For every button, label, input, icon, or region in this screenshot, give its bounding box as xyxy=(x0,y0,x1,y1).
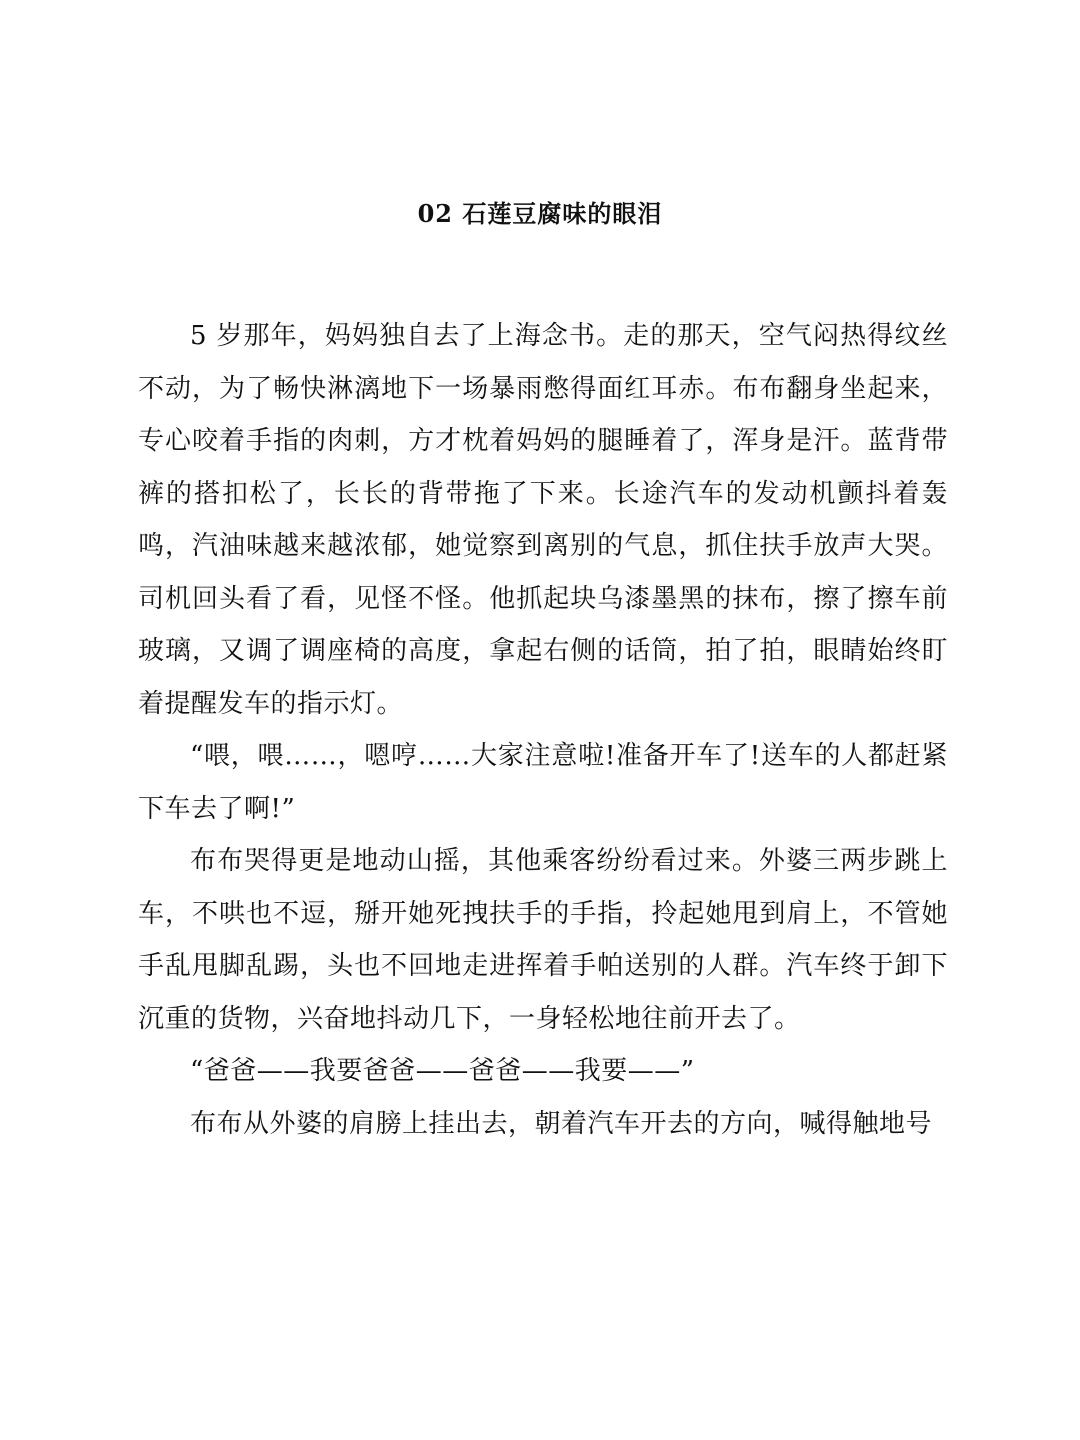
paragraph: 5 岁那年，妈妈独自去了上海念书。走的那天，空气闷热得纹丝不动，为了畅快淋漓地下一场暴雨憋得面红耳赤。布布翻身坐起来，专心咬着手指的肉刺，方才枕着妈妈的腿睡着了，浑身是汗。蓝背带裤的搭扣松了，长长的背带拖了下来。长途汽车的发动机颤抖着轰鸣，汽油味越来越浓郁，她觉察到离别的气息，抓住扶手放声大哭。司机回头看了看，见怪不怪。他抓起块乌漆墨黑的抹布，擦了擦车前玻璃，又调了调座椅的高度，拿起右侧的话筒，拍了拍，眼睛始终盯着提醒发车的指示灯。 xyxy=(138,321,948,719)
paragraph: 布布哭得更是地动山摇，其他乘客纷纷看过来。外婆三两步跳上车，不哄也不逗，掰开她死拽扶手的手指，拎起她甩到肩上，不管她手乱甩脚乱踢，头也不回地走进挥着手帕送别的人群。汽车终于卸下沉重的货物，兴奋地抖动几下，一身轻松地往前开去了。 xyxy=(138,846,948,1034)
chapter-body xyxy=(138,310,948,1150)
paragraph: “爸爸——我要爸爸——爸爸——我要——” xyxy=(190,1056,695,1086)
paragraph: 布布从外婆的肩膀上挂出去，朝着汽车开去的方向，喊得触地号 xyxy=(190,1108,933,1139)
paragraph: “喂，喂……，嗯哼……大家注意啦!准备开车了!送车的人都赶紧下车去了啊!” xyxy=(138,741,948,824)
chapter-title: 02 石莲豆腐味的眼泪 xyxy=(417,199,663,228)
